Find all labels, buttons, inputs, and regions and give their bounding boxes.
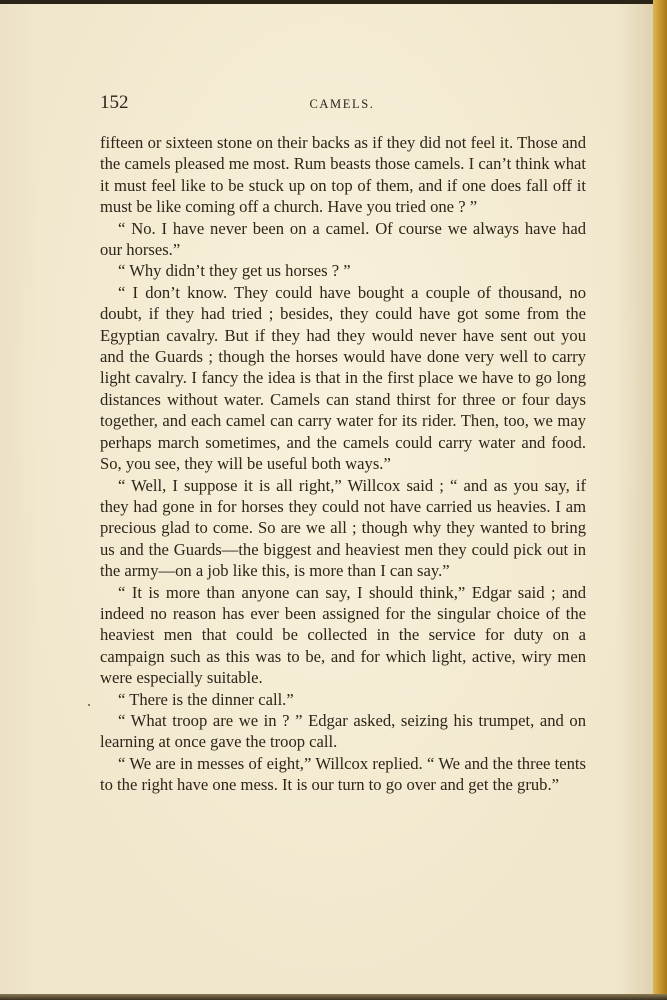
- paragraph: “ Why didn’t they get us horses ? ”: [118, 261, 351, 281]
- page-edge-gilt: [653, 0, 667, 1000]
- running-title: CAMELS.: [309, 97, 375, 111]
- page-edge-bottom: [0, 994, 667, 1000]
- paragraph: “ It is more than anyone can say, I should think,” Edgar said ; and indeed no reason has ever been assigned for the singular choice of the heaviest men that could be collected in the service for duty on a campaign such as this was to be, and for which light, active, wiry men were especially suitable.: [100, 582, 586, 688]
- page-number: 152: [100, 92, 129, 113]
- paragraph: “ I don’t know. They could have bought a couple of thousand, no doubt, if they had tried ; besides, they could have got some from the Egyptian cavalry. But if they had they would never have sent out you and the Guards ; though the horses would have done very well to carry light cavalry. I fancy the idea is that in the first place we have to go long distances without water. Camels can stand thirst for three or four days together, and each camel can carry water for its rider. Then, too, we may perhaps march sometimes, and the camels could carry water and food. So, you see, they will be useful both ways.”: [100, 282, 586, 474]
- paragraph: “ Well, I suppose it is all right,” Willcox said ; “ and as you say, if they had gone in for horses they could not have carried us heavies. I am precious glad to come. So are we all ; though why they wanted to bring us and the Guards—the biggest and heaviest men they could pick out in the army—on a job like this, is more than I can say.”: [100, 475, 586, 581]
- paragraph: fifteen or sixteen stone on their backs as if they did not feel it. Those and the camels pleased me most. Rum beasts those camels. I can’t think what it must feel like to be stuck up on top of them, and if one does fall off it must be like coming off a church. Have you tried one ? ”: [100, 133, 586, 217]
- page-header: [98, 92, 586, 122]
- paragraph: “ We are in messes of eight,” Willcox replied. “ We and the three tents to the right have one mess. It is our turn to go over and get the grub.”: [100, 753, 586, 795]
- paragraph: “ There is the dinner call.”: [118, 689, 294, 709]
- ink-speck: [88, 704, 90, 706]
- paragraph: “ What troop are we in ? ” Edgar asked, seizing his trumpet, and on learning at once gave the troop call.: [100, 710, 586, 752]
- paragraph: “ No. I have never been on a camel. Of course we always have had our horses.”: [100, 218, 586, 260]
- body-text: [100, 132, 586, 796]
- book-page: [0, 4, 655, 996]
